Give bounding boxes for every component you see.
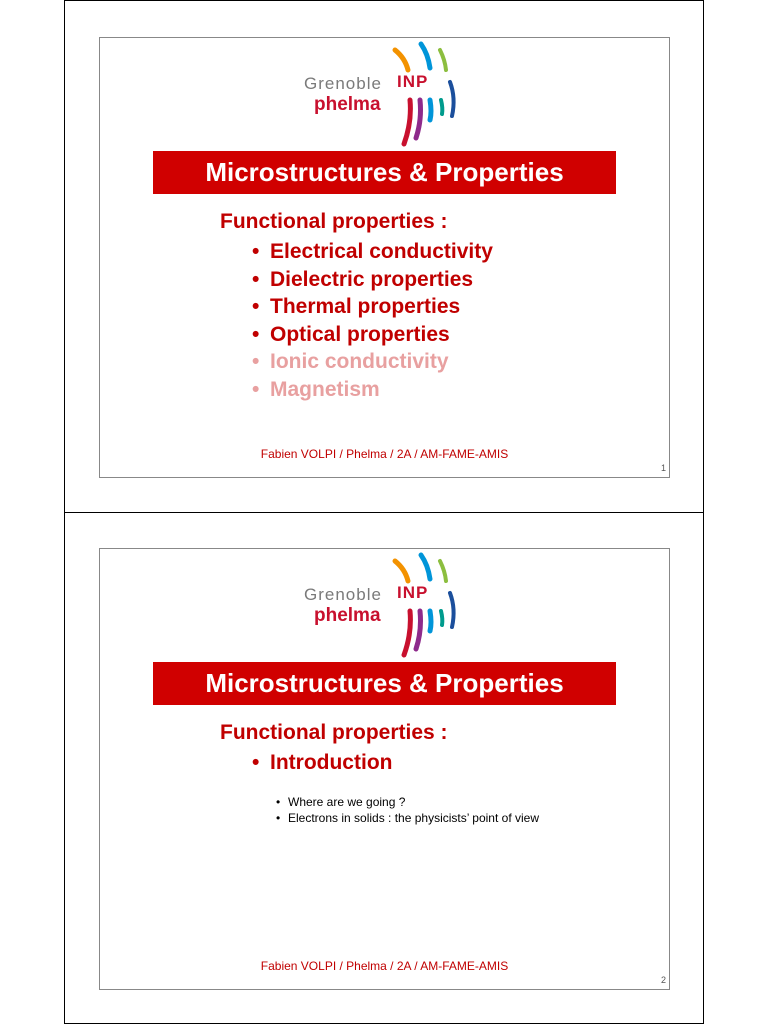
bullet-item-faded bbox=[252, 348, 493, 376]
bullet-icon: • bbox=[252, 295, 260, 318]
bullet-text: Dielectric properties bbox=[270, 267, 474, 291]
bullet-icon: • bbox=[252, 350, 260, 373]
bullet-item bbox=[252, 749, 392, 777]
slide-title: Microstructures & Properties bbox=[153, 151, 616, 194]
bullet-icon: • bbox=[276, 811, 281, 825]
sub-bullet-text: Electrons in solids : the physicists’ point of view bbox=[288, 811, 539, 825]
bullet-item bbox=[252, 321, 493, 349]
grenoble-inp-phelma-logo bbox=[300, 551, 480, 657]
bullet-text: Thermal properties bbox=[270, 295, 461, 318]
sub-bullet-list bbox=[276, 794, 539, 826]
bullet-text: Ionic conductivity bbox=[270, 350, 449, 373]
slide-title: Microstructures & Properties bbox=[153, 662, 616, 705]
slide-footer: Fabien VOLPI / Phelma / 2A / AM-FAME-AMIS bbox=[260, 447, 509, 461]
bullet-icon: • bbox=[252, 267, 260, 291]
sub-bullet-item bbox=[276, 794, 539, 810]
page-number: 2 bbox=[660, 975, 666, 985]
bullet-item bbox=[252, 238, 493, 266]
page-number: 1 bbox=[660, 463, 666, 473]
bullet-text: Introduction bbox=[270, 751, 393, 774]
bullet-icon: • bbox=[276, 795, 281, 809]
logo-inp-text: INP bbox=[397, 583, 429, 602]
bullet-text: Electrical conductivity bbox=[270, 240, 493, 263]
section-heading: Functional properties : bbox=[220, 721, 448, 744]
slide-2 bbox=[99, 548, 670, 990]
bullet-item bbox=[252, 266, 493, 294]
sub-bullet-item bbox=[276, 810, 539, 826]
slide-footer: Fabien VOLPI / Phelma / 2A / AM-FAME-AMIS bbox=[260, 959, 509, 973]
sub-bullet-text: Where are we going ? bbox=[288, 795, 406, 809]
bullet-text: Magnetism bbox=[270, 377, 380, 401]
page-1 bbox=[64, 0, 704, 513]
bullet-list bbox=[252, 749, 392, 777]
grenoble-inp-phelma-logo bbox=[300, 40, 480, 146]
section-heading: Functional properties : bbox=[220, 210, 448, 233]
logo-grenoble-text: Grenoble bbox=[304, 74, 382, 93]
bullet-icon: • bbox=[252, 322, 260, 346]
slide-1 bbox=[99, 37, 670, 478]
logo-grenoble-text: Grenoble bbox=[304, 585, 382, 604]
bullet-icon: • bbox=[252, 240, 260, 263]
logo-phelma-text: phelma bbox=[314, 605, 381, 626]
bullet-item bbox=[252, 293, 493, 321]
logo-phelma-text: phelma bbox=[314, 94, 381, 115]
bullet-list bbox=[252, 238, 493, 403]
bullet-item-faded bbox=[252, 376, 493, 404]
logo-inp-text: INP bbox=[397, 72, 429, 91]
bullet-icon: • bbox=[252, 377, 260, 401]
page-2 bbox=[64, 512, 704, 1024]
bullet-text: Optical properties bbox=[270, 322, 450, 346]
bullet-icon: • bbox=[252, 751, 260, 774]
